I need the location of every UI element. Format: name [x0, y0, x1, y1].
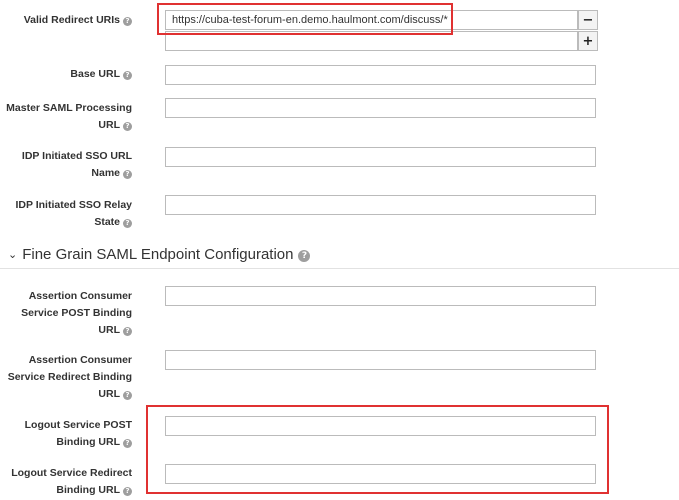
question-circle-icon[interactable]: ? — [298, 250, 310, 262]
idp-sso-relay-state-label: IDP Initiated SSO Relay State ? — [15, 199, 132, 228]
valid-redirect-uris-label: Valid Redirect URIs ? — [0, 12, 132, 29]
logout-service-post-label: Logout Service POST Binding URL ? — [24, 419, 132, 448]
question-circle-icon[interactable]: ? — [123, 170, 132, 179]
idp-sso-url-name-input[interactable] — [165, 147, 596, 167]
assertion-consumer-redirect-input[interactable] — [165, 350, 596, 370]
assertion-consumer-post-input[interactable] — [165, 286, 596, 306]
logout-service-post-input[interactable] — [165, 416, 596, 436]
question-circle-icon[interactable]: ? — [123, 327, 132, 336]
master-saml-processing-url-label: Master SAML Processing URL ? — [6, 102, 132, 131]
fine-grain-saml-section-header[interactable] — [8, 244, 310, 266]
assertion-consumer-post-label: Assertion Consumer Service POST Binding URL ? — [21, 290, 132, 336]
idp-sso-url-name-label: IDP Initiated SSO URL Name ? — [21, 150, 132, 179]
add-redirect-uri-button[interactable]: + — [578, 31, 598, 51]
remove-redirect-uri-button[interactable]: − — [578, 10, 598, 30]
assertion-consumer-redirect-label: Assertion Consumer Service Redirect Binding URL ? — [7, 354, 132, 400]
chevron-down-icon[interactable]: ⌄ — [8, 248, 18, 261]
question-circle-icon[interactable]: ? — [123, 487, 132, 496]
question-circle-icon[interactable]: ? — [123, 71, 132, 80]
logout-service-redirect-input[interactable] — [165, 464, 596, 484]
master-saml-processing-url-input[interactable] — [165, 98, 596, 118]
valid-redirect-uri-input[interactable] — [165, 10, 578, 30]
base-url-label: Base URL ? — [0, 66, 132, 83]
logout-service-redirect-label: Logout Service Redirect Binding URL ? — [11, 467, 132, 496]
question-circle-icon[interactable]: ? — [123, 439, 132, 448]
new-redirect-uri-input[interactable] — [165, 31, 578, 51]
question-circle-icon[interactable]: ? — [123, 122, 132, 131]
section-divider — [0, 268, 679, 269]
question-circle-icon[interactable]: ? — [123, 219, 132, 228]
base-url-input[interactable] — [165, 65, 596, 85]
question-circle-icon[interactable]: ? — [123, 17, 132, 26]
question-circle-icon[interactable]: ? — [123, 391, 132, 400]
idp-sso-relay-state-input[interactable] — [165, 195, 596, 215]
section-title: Fine Grain SAML Endpoint Configuration — [22, 246, 294, 263]
